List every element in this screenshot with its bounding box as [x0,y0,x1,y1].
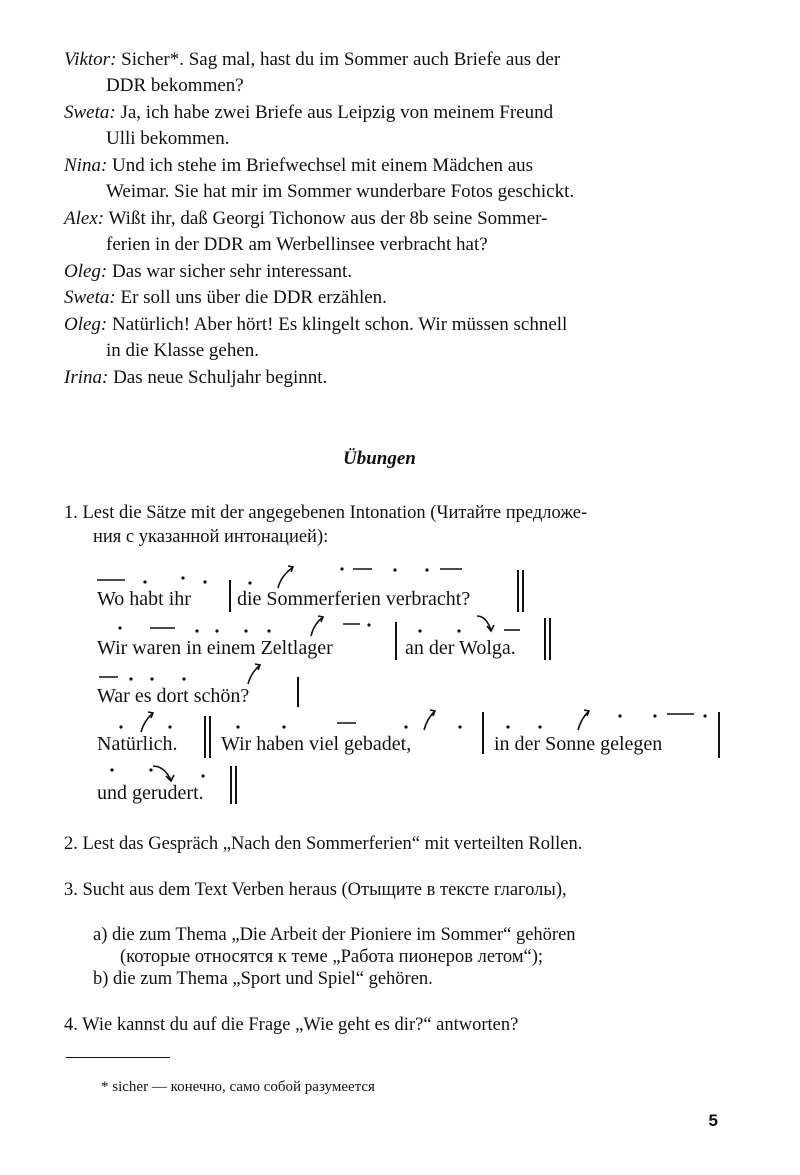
speaker: Sweta: [64,287,116,308]
exercise-text: Sucht aus dem Text Verben heraus (Отыщите в тексте глаголы), [82,880,567,900]
rising-arrow [311,618,322,636]
speech: Wißt ihr, daß Georgi Tichonow aus der 8b seine Sommer- [108,208,548,229]
intonation-phrase: Wir haben viel gebadet, [221,733,412,755]
exercise-3-a-continuation: (которые относятся к теме „Работа пионеров летом“); [120,947,544,967]
exercise-3 [64,879,567,901]
exercise-number: 3. [64,880,78,900]
exercise-text: Wie kannst du auf die Frage „Wie geht es dir?“ antworten? [82,1015,519,1035]
exercise-number: 1. [64,503,78,523]
speaker: Viktor: [64,49,117,70]
speech: Er soll uns über die DDR erzählen. [120,287,387,308]
speech: Natürlich! Aber hört! Es klingelt schon. Wir müssen schnell [112,314,568,335]
exercise-3-b [93,968,433,990]
item-label: a) [93,925,108,945]
item-label: b) [93,969,109,989]
exercise-number: 2. [64,834,78,854]
exercise-2 [64,833,582,855]
exercise-text: Lest das Gespräch „Nach den Sommerferien“ mit verteilten Rollen. [82,834,583,854]
speech: Das war sicher sehr interessant. [112,261,353,282]
exercise-1-continuation: ния с указанной интонацией): [93,527,329,547]
dialogue-line: in die Klasse gehen. [106,340,260,361]
intonation-phrase: Wo habt ihr [97,588,191,610]
intonation-phrase: in der Sonne gelegen [494,733,663,755]
intonation-phrase: Wir waren in einem Zeltlager [97,637,333,659]
speaker: Irina: [64,367,109,388]
speaker: Alex: [64,208,105,229]
rising-arrow [248,666,259,684]
rising-arrow [424,712,434,730]
exercise-number: 4. [64,1015,78,1035]
exercise-3-a [93,924,576,946]
item-text: die zum Thema „Die Arbeit der Pioniere im Sommer“ gehören [112,925,576,945]
speaker: Nina: [64,155,108,176]
item-text: die zum Thema „Sport und Spiel“ gehören. [113,969,433,989]
page-number: 5 [708,1111,718,1130]
rising-arrow [141,714,152,732]
intonation-phrase: War es dort schön? [97,685,250,707]
exercise-text: Lest die Sätze mit der angegebenen Intonation (Читайте предложе- [82,503,588,523]
speech: Sicher*. Sag mal, hast du im Sommer auch Briefe aus der [121,49,561,70]
speaker: Oleg: [64,314,108,335]
section-heading: Übungen [343,448,416,469]
dialogue-line: Ulli bekommen. [106,128,230,149]
footnote: * sicher — конечно, само собой разумеется [101,1079,375,1095]
speech: Ja, ich habe zwei Briefe aus Leipzig von meinem Freund [120,102,554,123]
speaker: Oleg: [64,261,108,282]
speech: Und ich stehe im Briefwechsel mit einem Mädchen aus [112,155,534,176]
intonation-phrase: an der Wolga. [405,637,516,659]
footnote-rule [66,1057,170,1058]
dialogue-line: DDR bekommen? [106,75,244,96]
intonation-phrase: und gerudert. [97,782,204,804]
intonation-phrase: Natürlich. [97,733,178,755]
rising-arrow [578,712,588,730]
speaker: Sweta: [64,102,116,123]
speech: Das neue Schuljahr beginnt. [113,367,328,388]
rising-arrow [278,568,292,588]
dialogue-line: Weimar. Sie hat mir im Sommer wunderbare Fotos geschickt. [106,181,575,202]
dialogue-line: ferien in der DDR am Werbellinsee verbracht hat? [106,234,488,255]
intonation-phrase: die Sommerferien verbracht? [237,588,471,610]
exercise-4 [64,1014,518,1036]
